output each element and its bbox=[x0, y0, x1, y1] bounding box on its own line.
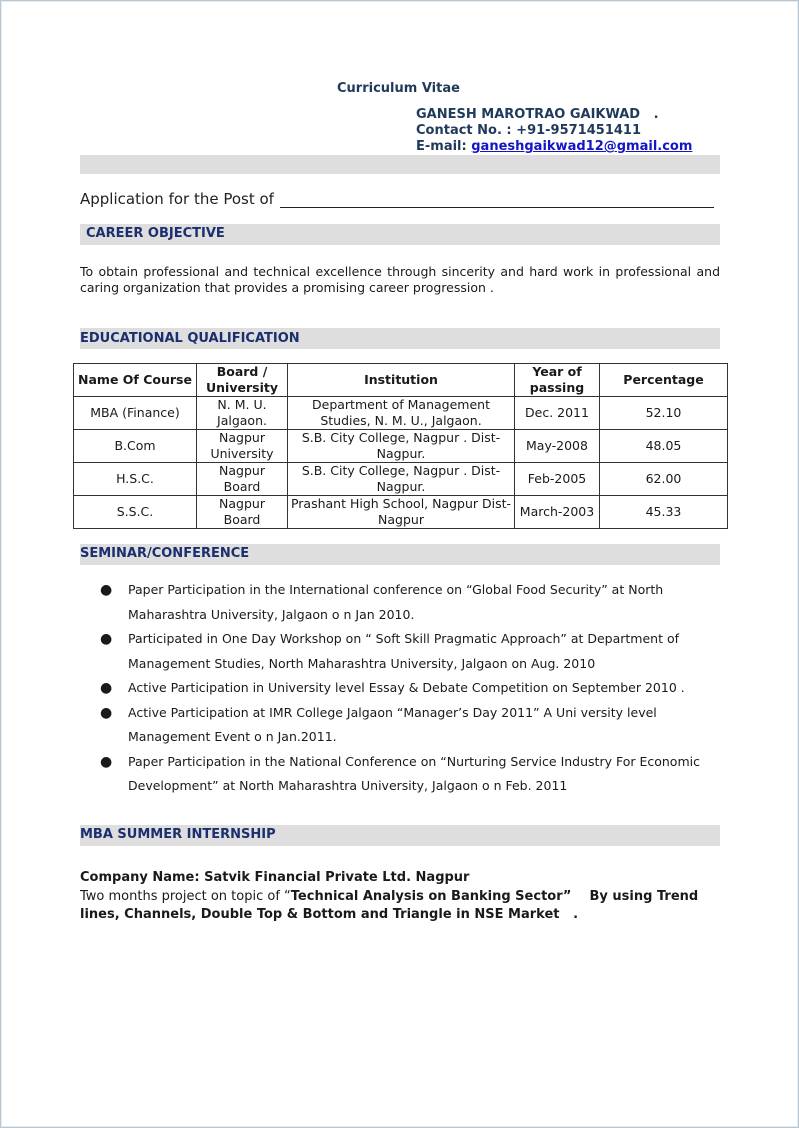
education-heading: EDUCATIONAL QUALIFICATION bbox=[80, 331, 300, 346]
seminar-item-text: Participated in One Day Workshop on “ Soft Skill Pragmatic Approach” at Department of Management Studies, North Maharashtra University, Jalgaon on Aug. 2010 bbox=[128, 631, 680, 671]
application-post-label: Application for the Post of bbox=[80, 190, 274, 208]
table-cell: 48.05 bbox=[600, 430, 728, 463]
column-header: Institution bbox=[288, 364, 515, 397]
table-cell: Feb-2005 bbox=[515, 463, 600, 496]
career-objective-text: To obtain professional and technical excellence through sincerity and hard work in professional and caring organization that provides a promising career progression . bbox=[80, 264, 720, 295]
table-cell: Department of Management Studies, N. M. U., Jalgaon. bbox=[288, 397, 515, 430]
project-description bbox=[80, 888, 720, 925]
seminar-list bbox=[80, 578, 720, 799]
list-item bbox=[80, 676, 720, 701]
table-cell: H.S.C. bbox=[74, 463, 197, 496]
column-header: Year of passing bbox=[515, 364, 600, 397]
project-rest: ” By using Trend lines, Channels, Double Top & Bottom and Triangle in NSE Market . bbox=[80, 888, 703, 922]
header-divider-bar bbox=[80, 155, 720, 174]
project-topic: Technical Analysis on Banking Sector bbox=[290, 888, 563, 904]
column-header: Name Of Course bbox=[74, 364, 197, 397]
list-item bbox=[80, 578, 720, 627]
table-cell: N. M. U. Jalgaon. bbox=[197, 397, 288, 430]
column-header: Board / University bbox=[197, 364, 288, 397]
table-cell: Prashant High School, Nagpur Dist-Nagpur bbox=[288, 496, 515, 529]
contact-number: +91-9571451411 bbox=[516, 123, 642, 138]
table-cell: 62.00 bbox=[600, 463, 728, 496]
table-row bbox=[74, 463, 728, 496]
list-item bbox=[80, 750, 720, 799]
list-item bbox=[80, 701, 720, 750]
table-cell: Nagpur Board bbox=[197, 496, 288, 529]
table-cell: B.Com bbox=[74, 430, 197, 463]
candidate-name: GANESH MAROTRAO GAIKWAD . bbox=[416, 107, 659, 122]
bullet-icon: ● bbox=[100, 680, 113, 696]
contact-number-line bbox=[416, 123, 692, 139]
bullet-icon: ● bbox=[100, 704, 113, 721]
seminar-item-text: Active Participation in University level Essay & Debate Competition on September 2010 . bbox=[128, 680, 685, 695]
document-title: Curriculum Vitae bbox=[337, 81, 460, 96]
contact-label: Contact No. : bbox=[416, 123, 517, 138]
table-row bbox=[74, 430, 728, 463]
table-row bbox=[74, 397, 728, 430]
table-cell: S.B. City College, Nagpur . Dist-Nagpur. bbox=[288, 463, 515, 496]
company-name: Company Name: Satvik Financial Private Ltd. Nagpur bbox=[80, 870, 470, 885]
table-row bbox=[74, 496, 728, 529]
email-line bbox=[416, 139, 692, 155]
bullet-icon: ● bbox=[100, 753, 113, 770]
bullet-icon: ● bbox=[100, 582, 113, 598]
table-cell: Nagpur University bbox=[197, 430, 288, 463]
internship-details bbox=[80, 869, 720, 925]
table-cell: S.S.C. bbox=[74, 496, 197, 529]
education-table bbox=[73, 363, 728, 529]
application-post-blank-line bbox=[280, 207, 714, 208]
seminar-item-text: Paper Participation in the National Conference on “Nurturing Service Industry For Economic Development” at North Maharashtra University, Jalgaon o n Feb. 2011 bbox=[128, 753, 700, 793]
table-header-row bbox=[74, 364, 728, 397]
career-heading: CAREER OBJECTIVE bbox=[86, 226, 225, 241]
seminar-item-text: Paper Participation in the International conference on “Global Food Security” at North Maharashtra University, Jalgaon o n Jan 2010. bbox=[128, 582, 664, 622]
table-cell: Nagpur Board bbox=[197, 463, 288, 496]
seminar-heading: SEMINAR/CONFERENCE bbox=[80, 546, 250, 561]
seminar-item-text: Active Participation at IMR College Jalgaon “Manager’s Day 2011” A Uni versity level Management Event o n Jan.2011. bbox=[128, 704, 657, 744]
table-cell: MBA (Finance) bbox=[74, 397, 197, 430]
bullet-icon: ● bbox=[100, 631, 113, 647]
table-cell: S.B. City College, Nagpur . Dist-Nagpur. bbox=[288, 430, 515, 463]
internship-heading: MBA SUMMER INTERNSHIP bbox=[80, 827, 276, 842]
table-cell: 52.10 bbox=[600, 397, 728, 430]
email-label: E-mail: bbox=[416, 139, 472, 154]
contact-block bbox=[416, 107, 692, 155]
table-cell: Dec. 2011 bbox=[515, 397, 600, 430]
email-link[interactable]: ganeshgaikwad12@gmail.com bbox=[471, 139, 693, 154]
table-cell: March-2003 bbox=[515, 496, 600, 529]
table-cell: 45.33 bbox=[600, 496, 728, 529]
table-cell: May-2008 bbox=[515, 430, 600, 463]
column-header: Percentage bbox=[600, 364, 728, 397]
project-intro: Two months project on topic of “ bbox=[80, 888, 291, 904]
list-item bbox=[80, 627, 720, 676]
